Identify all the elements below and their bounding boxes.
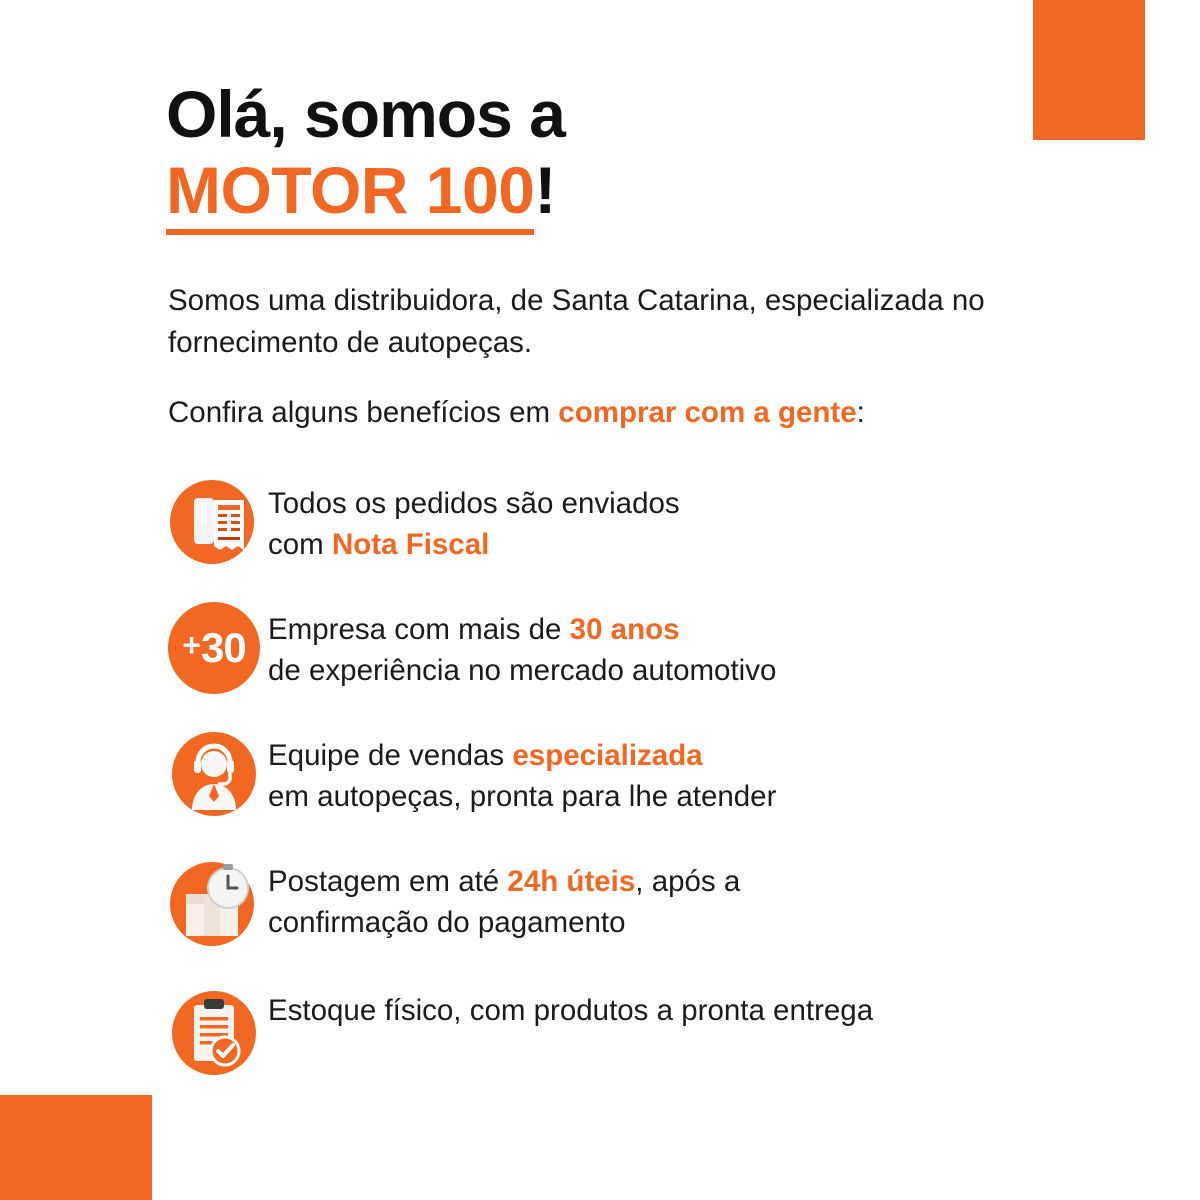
list-item [160,726,1170,826]
benefit-line-1: Estoque físico, com produtos a pronta entrega [268,994,874,1027]
benefit-line-2: em autopeças, pronta para lhe atender [268,779,777,813]
benefit-line-1-highlight: especializada [512,739,703,772]
list-item [160,852,1170,955]
benefit-line-2-prefix: com [268,527,332,561]
receipt-icon [168,476,260,573]
headset-agent-icon [168,728,260,825]
decorative-square-bottom-left [0,1095,152,1200]
clipboard-check-icon [168,983,260,1084]
benefit-line-2: confirmação do pagamento [268,905,626,939]
list-item [160,600,1170,700]
benefit-line-1: Todos os pedidos são enviados [268,487,680,520]
benefit-text [268,600,1170,691]
benefits-intro-line [168,396,1068,430]
badge-plus-sign: + [182,626,200,663]
list-item [160,474,1170,574]
benefit-icon-wrap [160,600,268,694]
brand-name: MOTOR 100 [166,153,534,235]
benefit-icon-wrap [160,852,268,955]
benefit-text [268,981,1170,1032]
benefits-intro-suffix: : [856,396,865,429]
benefit-text [268,852,1170,943]
list-item [160,981,1170,1084]
benefit-line-1-highlight: 24h úteis [507,865,636,898]
benefit-icon-wrap [160,726,268,825]
box-stopwatch-icon [164,854,264,955]
benefits-list [160,474,1170,1110]
benefits-intro-prefix: Confira alguns benefícios em [168,396,559,429]
intro-paragraph: Somos uma distribuidora, de Santa Catarina, especializada no fornecimento de autopeças. [168,284,985,359]
benefit-icon-wrap [160,981,268,1084]
headline-line-1: Olá, somos a [166,77,565,151]
page-title [166,77,1066,230]
plus-thirty-badge-icon [168,602,260,694]
benefit-line-2: de experiência no mercado automotivo [268,653,777,687]
benefit-line-1-suffix: , após a [635,865,741,898]
benefit-line-1-prefix: Equipe de vendas [268,739,513,772]
benefit-text [268,726,1170,817]
benefit-icon-wrap [160,474,268,573]
benefit-text [268,474,1170,565]
benefit-line-2-highlight: Nota Fiscal [331,527,490,561]
benefit-line-1-highlight: 30 anos [569,613,680,646]
benefit-line-1-prefix: Postagem em até [268,865,508,898]
badge-number: 30 [200,624,246,671]
benefits-intro-highlight: comprar com a gente [558,396,857,429]
headline-line-2 [166,151,1066,230]
benefit-line-1-prefix: Empresa com mais de [268,613,570,646]
headline-exclamation: ! [534,153,556,228]
